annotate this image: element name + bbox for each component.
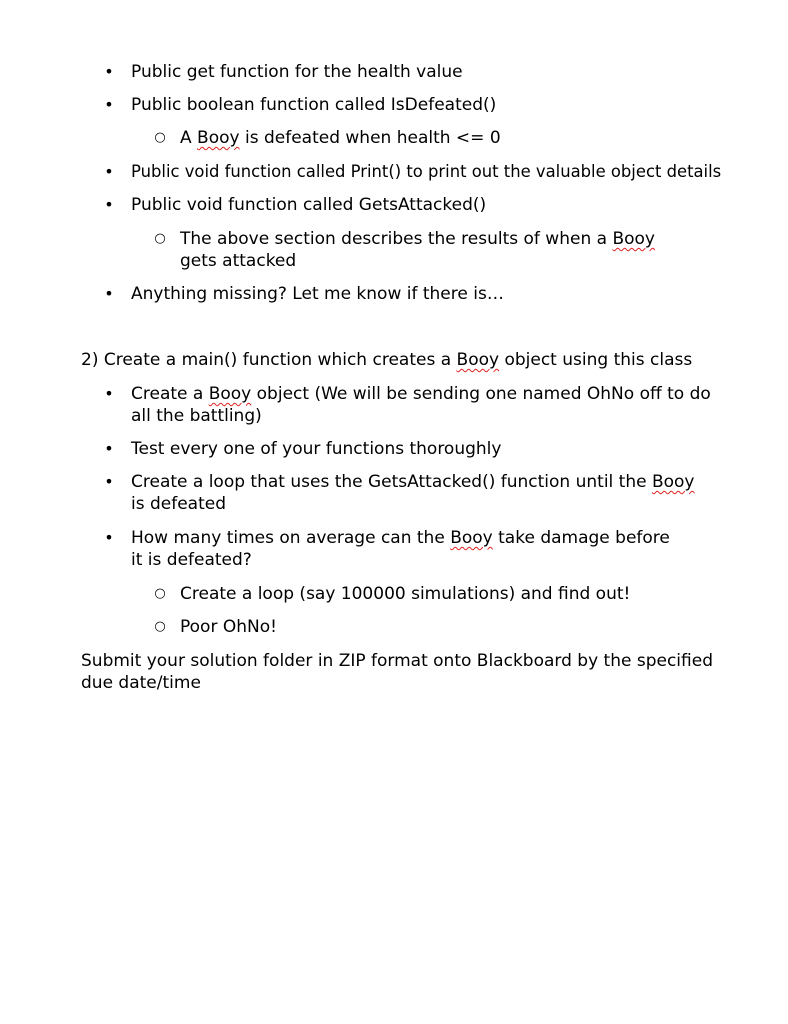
list-item: How many times on average can the Booy take damage before it is defeated? <box>131 528 670 570</box>
list-item: Public boolean function called IsDefeated() <box>131 95 497 115</box>
spellcheck-flagged-word: Booy <box>612 229 655 249</box>
spellcheck-flagged-word: Booy <box>208 384 252 404</box>
bullet-icon: • <box>104 528 114 547</box>
bullet-icon: • <box>104 162 114 181</box>
spellcheck-flagged-word: Booy <box>651 472 695 492</box>
sub-list-item: Poor OhNo! <box>180 617 277 637</box>
submit-instructions: Submit your solution folder in ZIP format onto Blackboard by the specified due date/time <box>81 651 713 693</box>
bullet-icon: • <box>104 195 114 214</box>
sub-list-item: The above section describes the results of when a Booy gets attacked <box>180 229 655 271</box>
spellcheck-flagged-word: Booy <box>456 350 500 370</box>
list-item: Public void function called Print() to print out the valuable object details <box>131 162 722 181</box>
spellcheck-flagged-word: Booy <box>197 128 240 148</box>
sub-list-item: Create a loop (say 100000 simulations) and find out! <box>180 584 631 604</box>
list-item: Public void function called GetsAttacked() <box>131 195 487 215</box>
bullet-icon: • <box>104 472 114 491</box>
sub-bullet-icon: ○ <box>154 619 166 634</box>
bullet-icon: • <box>104 384 114 403</box>
bullet-icon: • <box>104 62 114 81</box>
list-item: Public get function for the health value <box>131 62 463 82</box>
sub-bullet-icon: ○ <box>154 586 166 601</box>
sub-bullet-icon: ○ <box>154 231 166 246</box>
list-item: Anything missing? Let me know if there is… <box>131 284 504 304</box>
sub-list-item: A Booy is defeated when health <= 0 <box>180 128 501 148</box>
sub-bullet-icon: ○ <box>154 130 166 145</box>
section-heading: 2) Create a main() function which creates a Booy object using this class <box>81 350 693 370</box>
list-item: Create a Booy object (We will be sending one named OhNo off to do all the battling) <box>131 384 711 426</box>
spellcheck-flagged-word: Booy <box>450 528 493 548</box>
list-item: Create a loop that uses the GetsAttacked() function until the Booy is defeated <box>131 472 695 514</box>
bullet-icon: • <box>104 439 114 458</box>
bullet-icon: • <box>104 95 114 114</box>
bullet-icon: • <box>104 284 114 303</box>
list-item: Test every one of your functions thoroughly <box>131 439 502 459</box>
